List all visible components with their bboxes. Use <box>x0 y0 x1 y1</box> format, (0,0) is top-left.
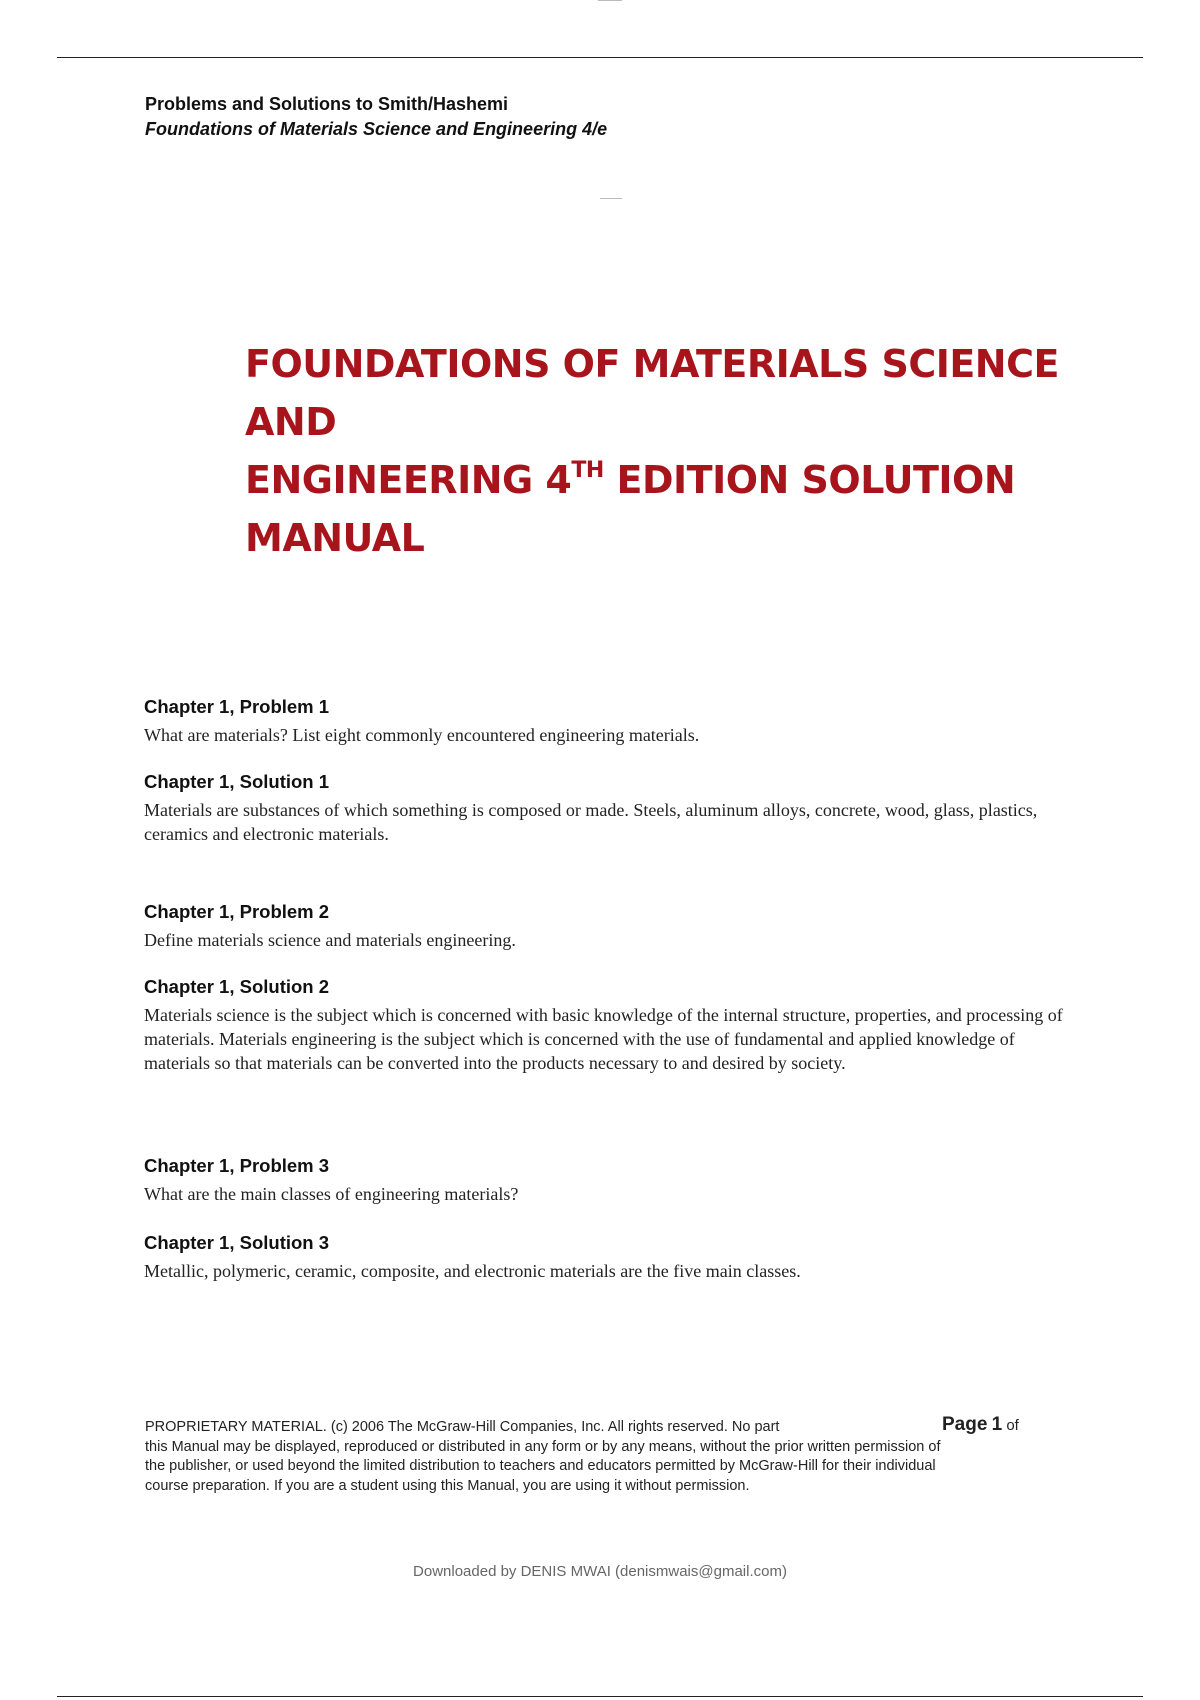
problem-3 <box>144 1154 1084 1206</box>
problem-heading: Chapter 1, Problem 2 <box>144 901 330 922</box>
title-line-1: FOUNDATIONS OF MATERIALS SCIENCE AND <box>245 342 1059 444</box>
center-divider-mark <box>600 198 622 199</box>
problem-text: What are materials? List eight commonly encountered engineering materials. <box>144 725 700 745</box>
top-rule <box>57 57 1143 58</box>
solution-heading: Chapter 1, Solution 2 <box>144 976 330 997</box>
solution-text: Metallic, polymeric, ceramic, composite, and electronic materials are the five main classes. <box>144 1261 801 1281</box>
page-number <box>942 1414 1019 1436</box>
running-header <box>145 92 607 142</box>
page-of: of <box>1006 1417 1019 1434</box>
solution-heading: Chapter 1, Solution 1 <box>144 771 330 792</box>
problem-2 <box>144 900 1084 952</box>
title-line-2-end: EDITION SOLUTION <box>603 458 1016 502</box>
problem-text: Define materials science and materials engineering. <box>144 930 516 950</box>
solution-heading: Chapter 1, Solution 3 <box>144 1232 330 1253</box>
bottom-rule <box>57 1696 1143 1697</box>
solution-text: Materials are substances of which something is composed or made. Steels, aluminum alloys, concrete, wood, glass, plastics, ceramics and electronic materials. <box>144 800 1038 844</box>
header-line-1: Problems and Solutions to Smith/Hashemi <box>145 94 509 114</box>
notice-line-2: this Manual may be displayed, reproduced or distributed in any form or by any means, without the prior written permission of <box>145 1438 941 1455</box>
problem-heading: Chapter 1, Problem 3 <box>144 1155 330 1176</box>
notice-line-1: PROPRIETARY MATERIAL. (c) 2006 The McGraw-Hill Companies, Inc. All rights reserved. No part <box>145 1419 780 1435</box>
title-line-2-start: ENGINEERING 4 <box>245 458 572 502</box>
top-divider-mark <box>598 0 622 1</box>
notice-line-4: course preparation. If you are a student using this Manual, you are using it without permission. <box>145 1477 750 1494</box>
solution-1 <box>144 770 1084 846</box>
problem-text: What are the main classes of engineering materials? <box>144 1184 519 1204</box>
page-number-value: 1 <box>991 1414 1003 1435</box>
problem-1 <box>144 695 1084 747</box>
page-label: Page <box>942 1414 988 1435</box>
solution-2 <box>144 975 1084 1075</box>
title-line-3: MANUAL <box>245 516 425 560</box>
problem-heading: Chapter 1, Problem 1 <box>144 696 330 717</box>
document-title <box>245 335 1125 567</box>
download-note: Downloaded by DENIS MWAI (denismwais@gmail.com) <box>413 1563 787 1580</box>
title-line-2 <box>245 451 1125 509</box>
notice-line-3: the publisher, or used beyond the limited distribution to teachers and educators permitted by McGraw-Hill for their individual <box>145 1458 936 1474</box>
title-superscript: TH <box>571 458 604 483</box>
header-line-2: Foundations of Materials Science and Engineering 4/e <box>145 119 608 139</box>
solution-3 <box>144 1231 1084 1283</box>
solution-text: Materials science is the subject which is concerned with basic knowledge of the internal structure, properties, and processing of materials. Materials engineering is the subject which is concerned with the use of fundamental and applied knowledge of materials so that materials can be converted into the products necessary to and desired by society. <box>144 1005 1063 1073</box>
proprietary-notice <box>145 1418 1045 1496</box>
